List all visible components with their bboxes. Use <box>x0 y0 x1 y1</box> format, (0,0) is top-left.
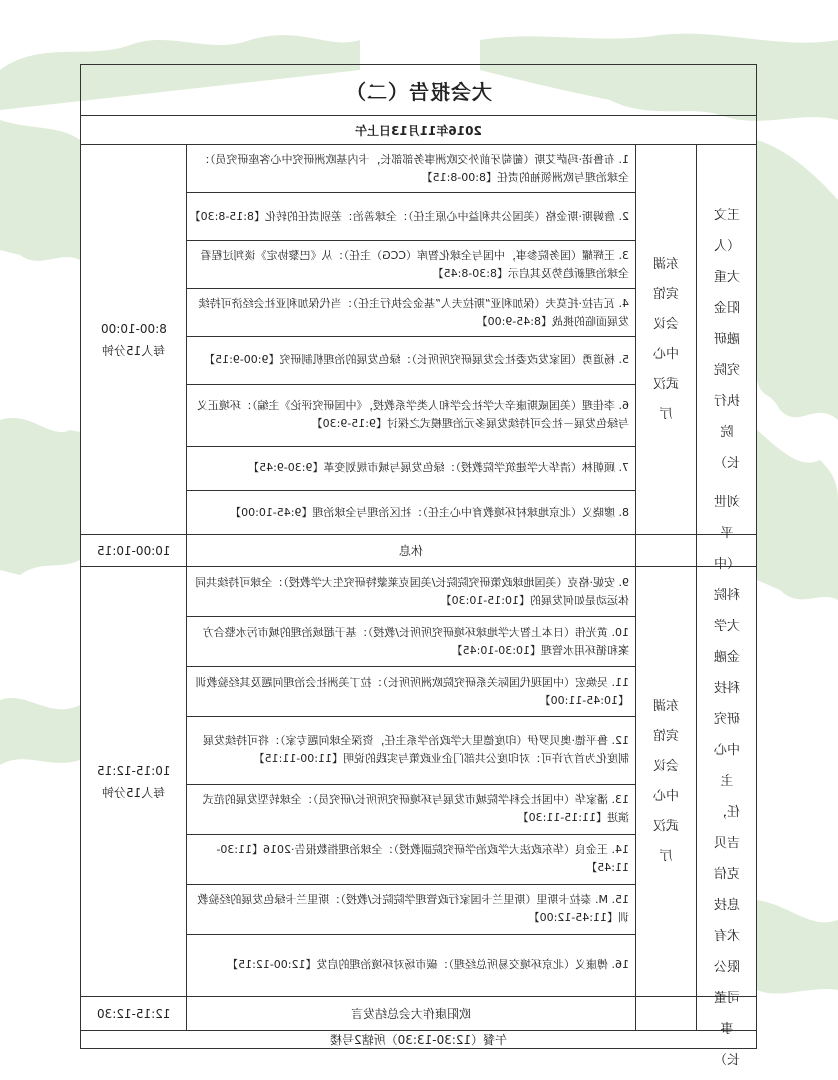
page-title: 大会报告（二） <box>345 79 492 104</box>
time-range: 8:00-10:00 <box>100 321 167 336</box>
lunch-note: 午餐（12:30-13:30）所辖2号楼 <box>329 1033 508 1048</box>
time-cell <box>81 535 187 566</box>
time-range: 10:15-12:15 <box>96 763 171 778</box>
speaker-item: 1. 布鲁诺·玛萨艾斯（葡萄牙前外交欧洲事务部部长，卡内基欧洲研究中心客座研究员）：全球治理与欧洲领袖的责任【8:00-8:15】 <box>187 145 635 193</box>
speaker-list <box>187 145 635 534</box>
empty-cell <box>635 997 696 1030</box>
schedule-table <box>80 64 757 1069</box>
speaker-item: 3. 王辉耀（国务院参事，中国与全球化智库（CCG）主任）：从《巴黎协定》谈判过程看全球治理新趋势及其启示【8:30-8:45】 <box>187 241 635 289</box>
time-range: 10:00-10:15 <box>96 543 171 558</box>
chair-name: 刘世平（中科院大学金融科技研究中心主任，吉贝克信息技术有限公司董事长） <box>713 495 740 1069</box>
speaker-item: 16. 傅康义（北京环境交易所总经理）：碳市场对环境治理的启发【12:00-12:15】 <box>227 958 629 972</box>
venue-cell <box>635 567 696 996</box>
time-range: 12:15-12:30 <box>96 1006 171 1021</box>
per-person-duration: 每人15分钟 <box>101 343 166 358</box>
speaker-item: 11. 吴焕宏（中国现代国际关系研究院欧洲所所长）：拉丁美洲社会治理问题及其经验教训【10:45-11:00】 <box>187 667 635 717</box>
speaker-item: 5. 杨道勇（国家发改委社会发展研究所所长）：绿色发展的治理机制研究【9:00-9:15】 <box>187 337 635 385</box>
speaker-item: 9. 安妮·格克（美国地球政策研究院院长/美国克莱蒙特研究生大学教授）：全球可持续共同体运动是如何发展的【10:15-10:30】 <box>187 567 635 617</box>
venue-name: 东湖宾馆会议中心武汉厅 <box>653 256 680 422</box>
speaker-item: 13. 潘家华（中国社会科学院城市发展与环境研究所所长/研究员）：全球转型发展的范式演进【11:15-11:30】 <box>187 785 635 835</box>
break-cell <box>187 535 635 566</box>
chair-cell <box>696 145 756 534</box>
speaker-item: 7. 顾朝林（清华大学建筑学院教授）：绿色发展与城市规划变革【9:30-9:45】 <box>187 447 635 491</box>
break-label: 休息 <box>398 544 423 559</box>
speaker-item: 12. 鲁平德·奥贝罗伊（印度德里大学政治学系主任，资深全球问题专家）：将可持续发展制度化为首方许可：对印度公共部门企业政策与实践的说明【11:00-11:15】 <box>187 717 635 785</box>
empty-cell <box>635 535 696 566</box>
session-band-1 <box>81 145 756 535</box>
speaker-item: 4. 瓦吉拉·托莫夫（保加利亚“斯拉夫人”基金会执行主任）：当代保加利亚社会经济可持续发展面临的挑战【8:45-9:00】 <box>187 289 635 337</box>
speaker-list <box>187 567 635 996</box>
footer-cell <box>81 1031 756 1048</box>
speaker-item: 10. 黄光伟（日本上智大学地球环境研究所所长/教授）：基于超域治理的城市污水整合方案和循环用水管理【10:30-10:45】 <box>187 617 635 667</box>
chair-name: 王文（人大重阳金融研究院执行院长） <box>713 208 740 472</box>
footer-band <box>81 1031 756 1048</box>
session-date: 2016年11月13日上午 <box>355 123 482 138</box>
time-cell <box>81 567 187 996</box>
time-cell <box>81 997 187 1030</box>
venue-cell <box>635 145 696 534</box>
session-band-2 <box>81 535 756 567</box>
speaker-item: 15. M. 泰拉卡斯里（斯里兰卡国家行政管理学院院长/教授）：斯里兰卡绿色发展的经验教训【11:45-12:00】 <box>187 885 635 935</box>
closing-cell <box>187 997 635 1030</box>
per-person-duration: 每人15分钟 <box>101 785 166 800</box>
speaker-item: 2. 詹姆斯·斯金格（美国公共利益中心原主任）：全球善治：差别责任的转化【8:15-8:30】 <box>187 193 635 241</box>
chair-cell <box>696 495 756 1069</box>
speaker-item: 14. 王金良（华东政法大学政治学研究院副教授）：全球治理指数报告·2016【11:30-11:45】 <box>187 835 635 885</box>
date-row <box>81 116 756 145</box>
title-row <box>81 65 756 116</box>
time-cell <box>81 145 187 534</box>
speaker-item: 8. 廖晓义（北京地球村环境教育中心主任）：社区治理与全球治理【9:45-10:00】 <box>230 505 629 519</box>
closing-label: 欧阳康作大会总结发言 <box>350 1007 471 1022</box>
venue-name: 东湖宾馆会议中心武汉厅 <box>653 698 680 864</box>
session-band-4 <box>81 997 756 1031</box>
speaker-item: 6. 李佳理（美国威斯康辛大学社会学和人类学系教授，《中国研究评论》主编）：环境正义与绿色发展－社会可持续发展多元治理模式之探讨【9:15-9:30】 <box>187 385 635 447</box>
